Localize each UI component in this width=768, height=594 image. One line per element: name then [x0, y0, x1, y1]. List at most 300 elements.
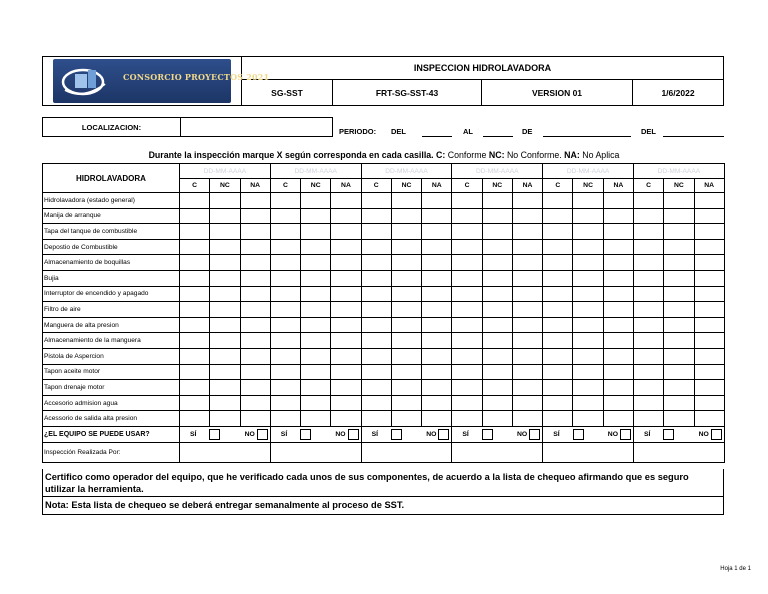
check-cell[interactable] [694, 286, 724, 302]
yes-checkbox[interactable] [663, 429, 674, 440]
check-cell[interactable] [391, 224, 421, 240]
check-cell[interactable] [180, 193, 210, 209]
check-cell[interactable] [633, 395, 663, 411]
check-cell[interactable] [210, 224, 240, 240]
check-cell[interactable] [573, 255, 603, 271]
check-cell[interactable] [603, 239, 633, 255]
check-cell[interactable] [482, 395, 512, 411]
check-cell[interactable] [482, 208, 512, 224]
check-cell[interactable] [603, 395, 633, 411]
inspector-signature-field[interactable] [180, 442, 271, 462]
check-cell[interactable] [603, 380, 633, 396]
check-cell[interactable] [633, 333, 663, 349]
check-cell[interactable] [633, 317, 663, 333]
inspector-signature-field[interactable] [361, 442, 452, 462]
check-cell[interactable] [543, 286, 573, 302]
date-field[interactable]: DD-MM-AAAA [361, 164, 452, 179]
check-cell[interactable] [573, 270, 603, 286]
check-cell[interactable] [240, 348, 270, 364]
yes-checkbox[interactable] [300, 429, 311, 440]
period-al-field[interactable] [483, 136, 513, 137]
check-cell[interactable] [270, 302, 300, 318]
check-cell[interactable] [694, 380, 724, 396]
check-cell[interactable] [361, 286, 391, 302]
check-cell[interactable] [694, 317, 724, 333]
check-cell[interactable] [391, 348, 421, 364]
check-cell[interactable] [210, 286, 240, 302]
check-cell[interactable] [603, 317, 633, 333]
check-cell[interactable] [603, 333, 633, 349]
no-checkbox[interactable] [620, 429, 631, 440]
check-cell[interactable] [694, 333, 724, 349]
no-checkbox[interactable] [711, 429, 722, 440]
check-cell[interactable] [452, 224, 482, 240]
check-cell[interactable] [633, 224, 663, 240]
check-cell[interactable] [301, 270, 331, 286]
period-del2-field[interactable] [663, 136, 724, 137]
check-cell[interactable] [422, 193, 452, 209]
check-cell[interactable] [422, 302, 452, 318]
check-cell[interactable] [543, 239, 573, 255]
check-cell[interactable] [180, 364, 210, 380]
check-cell[interactable] [301, 286, 331, 302]
check-cell[interactable] [512, 364, 542, 380]
check-cell[interactable] [452, 255, 482, 271]
check-cell[interactable] [512, 224, 542, 240]
check-cell[interactable] [543, 255, 573, 271]
check-cell[interactable] [512, 317, 542, 333]
check-cell[interactable] [452, 302, 482, 318]
check-cell[interactable] [331, 302, 361, 318]
check-cell[interactable] [391, 255, 421, 271]
check-cell[interactable] [270, 317, 300, 333]
check-cell[interactable] [512, 333, 542, 349]
check-cell[interactable] [633, 208, 663, 224]
check-cell[interactable] [543, 395, 573, 411]
check-cell[interactable] [482, 270, 512, 286]
check-cell[interactable] [331, 193, 361, 209]
check-cell[interactable] [573, 317, 603, 333]
check-cell[interactable] [422, 333, 452, 349]
check-cell[interactable] [361, 224, 391, 240]
check-cell[interactable] [210, 193, 240, 209]
check-cell[interactable] [664, 193, 694, 209]
check-cell[interactable] [694, 348, 724, 364]
check-cell[interactable] [573, 333, 603, 349]
check-cell[interactable] [361, 255, 391, 271]
location-field[interactable] [181, 118, 333, 137]
check-cell[interactable] [210, 364, 240, 380]
no-checkbox[interactable] [438, 429, 449, 440]
check-cell[interactable] [331, 208, 361, 224]
check-cell[interactable] [512, 380, 542, 396]
check-cell[interactable] [694, 193, 724, 209]
check-cell[interactable] [512, 286, 542, 302]
check-cell[interactable] [694, 255, 724, 271]
check-cell[interactable] [270, 333, 300, 349]
period-del-field[interactable] [422, 136, 452, 137]
check-cell[interactable] [391, 317, 421, 333]
check-cell[interactable] [240, 302, 270, 318]
check-cell[interactable] [331, 317, 361, 333]
check-cell[interactable] [270, 239, 300, 255]
check-cell[interactable] [422, 411, 452, 427]
check-cell[interactable] [422, 380, 452, 396]
check-cell[interactable] [210, 333, 240, 349]
check-cell[interactable] [240, 255, 270, 271]
check-cell[interactable] [573, 193, 603, 209]
check-cell[interactable] [210, 411, 240, 427]
check-cell[interactable] [180, 286, 210, 302]
check-cell[interactable] [573, 286, 603, 302]
check-cell[interactable] [452, 333, 482, 349]
check-cell[interactable] [391, 302, 421, 318]
yes-checkbox[interactable] [482, 429, 493, 440]
check-cell[interactable] [270, 380, 300, 396]
check-cell[interactable] [240, 395, 270, 411]
yes-checkbox[interactable] [391, 429, 402, 440]
check-cell[interactable] [664, 364, 694, 380]
check-cell[interactable] [270, 364, 300, 380]
check-cell[interactable] [361, 317, 391, 333]
check-cell[interactable] [391, 208, 421, 224]
check-cell[interactable] [573, 208, 603, 224]
check-cell[interactable] [512, 411, 542, 427]
check-cell[interactable] [240, 333, 270, 349]
check-cell[interactable] [573, 239, 603, 255]
check-cell[interactable] [331, 255, 361, 271]
check-cell[interactable] [301, 411, 331, 427]
check-cell[interactable] [664, 208, 694, 224]
check-cell[interactable] [240, 411, 270, 427]
check-cell[interactable] [301, 239, 331, 255]
check-cell[interactable] [331, 286, 361, 302]
check-cell[interactable] [331, 364, 361, 380]
check-cell[interactable] [664, 255, 694, 271]
check-cell[interactable] [573, 348, 603, 364]
check-cell[interactable] [633, 364, 663, 380]
check-cell[interactable] [452, 193, 482, 209]
check-cell[interactable] [301, 317, 331, 333]
check-cell[interactable] [512, 348, 542, 364]
check-cell[interactable] [331, 333, 361, 349]
check-cell[interactable] [694, 411, 724, 427]
check-cell[interactable] [482, 317, 512, 333]
check-cell[interactable] [240, 364, 270, 380]
check-cell[interactable] [543, 364, 573, 380]
check-cell[interactable] [482, 348, 512, 364]
date-field[interactable]: DD-MM-AAAA [180, 164, 271, 179]
check-cell[interactable] [240, 239, 270, 255]
check-cell[interactable] [301, 208, 331, 224]
check-cell[interactable] [543, 193, 573, 209]
date-field[interactable]: DD-MM-AAAA [270, 164, 361, 179]
check-cell[interactable] [694, 224, 724, 240]
check-cell[interactable] [422, 286, 452, 302]
check-cell[interactable] [210, 348, 240, 364]
check-cell[interactable] [240, 270, 270, 286]
check-cell[interactable] [482, 255, 512, 271]
check-cell[interactable] [482, 333, 512, 349]
check-cell[interactable] [512, 395, 542, 411]
check-cell[interactable] [422, 364, 452, 380]
check-cell[interactable] [422, 224, 452, 240]
check-cell[interactable] [210, 255, 240, 271]
check-cell[interactable] [180, 255, 210, 271]
yes-checkbox[interactable] [209, 429, 220, 440]
check-cell[interactable] [422, 208, 452, 224]
check-cell[interactable] [573, 411, 603, 427]
check-cell[interactable] [301, 395, 331, 411]
check-cell[interactable] [603, 270, 633, 286]
check-cell[interactable] [210, 239, 240, 255]
check-cell[interactable] [603, 286, 633, 302]
check-cell[interactable] [180, 224, 210, 240]
check-cell[interactable] [543, 224, 573, 240]
check-cell[interactable] [331, 395, 361, 411]
check-cell[interactable] [180, 348, 210, 364]
check-cell[interactable] [664, 348, 694, 364]
check-cell[interactable] [482, 364, 512, 380]
check-cell[interactable] [180, 333, 210, 349]
check-cell[interactable] [543, 302, 573, 318]
check-cell[interactable] [391, 411, 421, 427]
check-cell[interactable] [452, 364, 482, 380]
check-cell[interactable] [633, 302, 663, 318]
check-cell[interactable] [240, 208, 270, 224]
check-cell[interactable] [361, 193, 391, 209]
check-cell[interactable] [361, 411, 391, 427]
check-cell[interactable] [180, 270, 210, 286]
check-cell[interactable] [543, 348, 573, 364]
check-cell[interactable] [664, 224, 694, 240]
check-cell[interactable] [270, 286, 300, 302]
check-cell[interactable] [633, 348, 663, 364]
check-cell[interactable] [512, 193, 542, 209]
check-cell[interactable] [301, 302, 331, 318]
check-cell[interactable] [482, 224, 512, 240]
check-cell[interactable] [452, 348, 482, 364]
inspector-signature-field[interactable] [270, 442, 361, 462]
check-cell[interactable] [633, 270, 663, 286]
check-cell[interactable] [664, 317, 694, 333]
check-cell[interactable] [240, 224, 270, 240]
check-cell[interactable] [361, 380, 391, 396]
check-cell[interactable] [603, 208, 633, 224]
check-cell[interactable] [270, 208, 300, 224]
check-cell[interactable] [482, 302, 512, 318]
check-cell[interactable] [543, 411, 573, 427]
check-cell[interactable] [664, 270, 694, 286]
check-cell[interactable] [482, 239, 512, 255]
check-cell[interactable] [633, 239, 663, 255]
check-cell[interactable] [603, 193, 633, 209]
check-cell[interactable] [180, 302, 210, 318]
no-checkbox[interactable] [257, 429, 268, 440]
check-cell[interactable] [391, 380, 421, 396]
check-cell[interactable] [361, 348, 391, 364]
check-cell[interactable] [603, 348, 633, 364]
check-cell[interactable] [422, 270, 452, 286]
check-cell[interactable] [603, 224, 633, 240]
check-cell[interactable] [694, 239, 724, 255]
check-cell[interactable] [694, 395, 724, 411]
check-cell[interactable] [603, 411, 633, 427]
check-cell[interactable] [180, 395, 210, 411]
yes-checkbox[interactable] [573, 429, 584, 440]
check-cell[interactable] [301, 333, 331, 349]
date-field[interactable]: DD-MM-AAAA [543, 164, 634, 179]
check-cell[interactable] [331, 270, 361, 286]
check-cell[interactable] [664, 286, 694, 302]
check-cell[interactable] [452, 239, 482, 255]
check-cell[interactable] [331, 224, 361, 240]
check-cell[interactable] [391, 364, 421, 380]
check-cell[interactable] [543, 208, 573, 224]
check-cell[interactable] [270, 395, 300, 411]
check-cell[interactable] [210, 380, 240, 396]
check-cell[interactable] [210, 317, 240, 333]
check-cell[interactable] [210, 395, 240, 411]
check-cell[interactable] [331, 411, 361, 427]
check-cell[interactable] [694, 270, 724, 286]
no-checkbox[interactable] [348, 429, 359, 440]
check-cell[interactable] [301, 348, 331, 364]
check-cell[interactable] [301, 193, 331, 209]
check-cell[interactable] [270, 270, 300, 286]
check-cell[interactable] [210, 302, 240, 318]
check-cell[interactable] [270, 193, 300, 209]
check-cell[interactable] [301, 224, 331, 240]
check-cell[interactable] [240, 380, 270, 396]
check-cell[interactable] [331, 239, 361, 255]
check-cell[interactable] [633, 286, 663, 302]
check-cell[interactable] [573, 302, 603, 318]
check-cell[interactable] [452, 270, 482, 286]
check-cell[interactable] [422, 317, 452, 333]
check-cell[interactable] [452, 317, 482, 333]
check-cell[interactable] [301, 255, 331, 271]
check-cell[interactable] [270, 255, 300, 271]
check-cell[interactable] [664, 333, 694, 349]
check-cell[interactable] [512, 208, 542, 224]
check-cell[interactable] [573, 224, 603, 240]
check-cell[interactable] [664, 380, 694, 396]
check-cell[interactable] [270, 411, 300, 427]
date-field[interactable]: DD-MM-AAAA [452, 164, 543, 179]
check-cell[interactable] [391, 270, 421, 286]
check-cell[interactable] [573, 380, 603, 396]
check-cell[interactable] [422, 255, 452, 271]
check-cell[interactable] [482, 411, 512, 427]
check-cell[interactable] [422, 395, 452, 411]
check-cell[interactable] [270, 224, 300, 240]
check-cell[interactable] [603, 255, 633, 271]
check-cell[interactable] [452, 380, 482, 396]
check-cell[interactable] [512, 239, 542, 255]
check-cell[interactable] [180, 208, 210, 224]
check-cell[interactable] [633, 380, 663, 396]
check-cell[interactable] [543, 380, 573, 396]
check-cell[interactable] [452, 286, 482, 302]
check-cell[interactable] [633, 255, 663, 271]
check-cell[interactable] [573, 395, 603, 411]
check-cell[interactable] [482, 193, 512, 209]
check-cell[interactable] [361, 208, 391, 224]
check-cell[interactable] [361, 364, 391, 380]
check-cell[interactable] [603, 302, 633, 318]
check-cell[interactable] [180, 380, 210, 396]
check-cell[interactable] [543, 270, 573, 286]
check-cell[interactable] [664, 395, 694, 411]
check-cell[interactable] [391, 286, 421, 302]
check-cell[interactable] [391, 239, 421, 255]
check-cell[interactable] [180, 317, 210, 333]
period-de-field[interactable] [543, 136, 631, 137]
check-cell[interactable] [301, 380, 331, 396]
check-cell[interactable] [391, 333, 421, 349]
check-cell[interactable] [422, 348, 452, 364]
check-cell[interactable] [180, 239, 210, 255]
check-cell[interactable] [331, 380, 361, 396]
inspector-signature-field[interactable] [633, 442, 724, 462]
check-cell[interactable] [210, 270, 240, 286]
check-cell[interactable] [543, 333, 573, 349]
check-cell[interactable] [633, 411, 663, 427]
no-checkbox[interactable] [529, 429, 540, 440]
check-cell[interactable] [180, 411, 210, 427]
check-cell[interactable] [361, 395, 391, 411]
date-field[interactable]: DD-MM-AAAA [633, 164, 724, 179]
check-cell[interactable] [452, 395, 482, 411]
check-cell[interactable] [361, 333, 391, 349]
check-cell[interactable] [361, 239, 391, 255]
check-cell[interactable] [482, 286, 512, 302]
check-cell[interactable] [391, 193, 421, 209]
check-cell[interactable] [482, 380, 512, 396]
check-cell[interactable] [452, 208, 482, 224]
check-cell[interactable] [543, 317, 573, 333]
check-cell[interactable] [301, 364, 331, 380]
inspector-signature-field[interactable] [452, 442, 543, 462]
inspector-signature-field[interactable] [543, 442, 634, 462]
check-cell[interactable] [664, 239, 694, 255]
check-cell[interactable] [512, 255, 542, 271]
check-cell[interactable] [210, 208, 240, 224]
check-cell[interactable] [694, 208, 724, 224]
legend-c-text: Conforme [445, 150, 489, 160]
check-cell[interactable] [512, 270, 542, 286]
check-cell[interactable] [694, 364, 724, 380]
check-cell[interactable] [391, 395, 421, 411]
check-cell[interactable] [633, 193, 663, 209]
check-cell[interactable] [694, 302, 724, 318]
check-cell[interactable] [452, 411, 482, 427]
check-cell[interactable] [361, 302, 391, 318]
check-cell[interactable] [512, 302, 542, 318]
check-cell[interactable] [240, 317, 270, 333]
check-cell[interactable] [240, 193, 270, 209]
check-cell[interactable] [603, 364, 633, 380]
check-cell[interactable] [422, 239, 452, 255]
check-cell[interactable] [664, 411, 694, 427]
check-cell[interactable] [240, 286, 270, 302]
check-cell[interactable] [361, 270, 391, 286]
check-cell[interactable] [331, 348, 361, 364]
check-cell[interactable] [664, 302, 694, 318]
check-cell[interactable] [270, 348, 300, 364]
check-cell[interactable] [573, 364, 603, 380]
